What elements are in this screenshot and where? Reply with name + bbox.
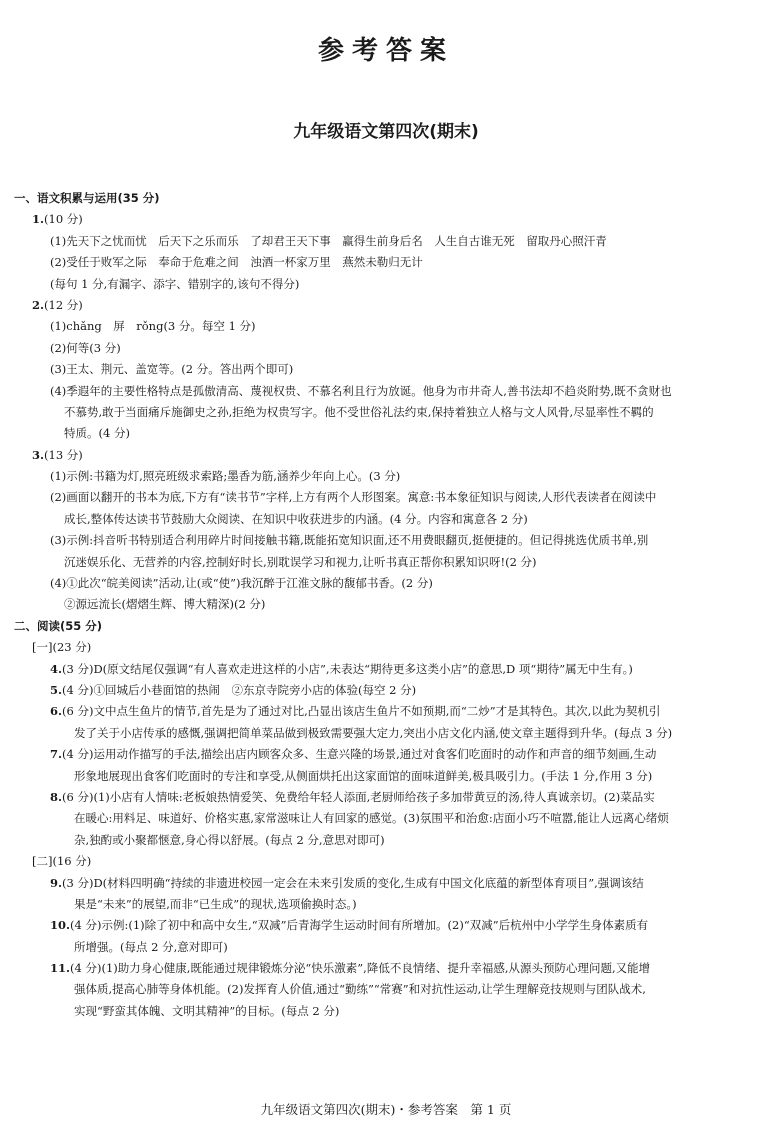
page-title: 参考答案 bbox=[317, 36, 454, 66]
answer-line: (3)示例:抖音听书特别适合利用碎片时间接触书籍,既能拓宽知识面,还不用费眼翻页,挺便捷的。但记得挑选优质书单,别 bbox=[50, 533, 649, 548]
reading-part-2: [二](16 分) bbox=[32, 854, 92, 869]
answer-line: (4)①此次“皖美阅读”活动,让(或“使”)我沉醉于江淮文脉的馥郁书香。(2 分) bbox=[50, 576, 433, 591]
question-7 bbox=[14, 744, 766, 765]
answer-line: (2)何等(3 分) bbox=[50, 340, 121, 355]
answer-line: 成长,整体传达读书节鼓励大众阅读、在知识中收获进步的内涵。(4 分。内容和寓意各 2 分) bbox=[64, 511, 528, 526]
question-number: 2. bbox=[32, 297, 45, 312]
question-number: 1. bbox=[32, 212, 45, 227]
question-10 bbox=[14, 915, 766, 936]
question-1-header bbox=[14, 209, 766, 230]
question-11 bbox=[14, 958, 766, 979]
question-number: 5. bbox=[50, 682, 63, 697]
question-score: (10 分) bbox=[44, 212, 83, 227]
answer-text: (4 分)(1)助力身心健康,既能通过规律锻炼分泌“快乐激素”,降低不良情绪、提升幸福感,从源头预防心理问题,又能增 bbox=[70, 961, 651, 976]
answer-line: 特质。(4 分) bbox=[64, 426, 130, 441]
answer-line: 实现“野蛮其体魄、文明其精神”的目标。(每点 2 分) bbox=[74, 1003, 340, 1018]
answer-text: (6 分)文中点生鱼片的情节,首先是为了通过对比,凸显出该店生鱼片不如预期,而“二炒”才是其特色。其次,以此为契机引 bbox=[62, 704, 661, 719]
answer-content bbox=[14, 188, 766, 1022]
answer-line: 不慕势,敢于当面痛斥施御史之孙,拒绝为权贵写字。他不受世俗礼法约束,保持着独立人格与文人风骨,尽显率性不羁的 bbox=[64, 404, 654, 419]
answer-line: 沉迷娱乐化、无营养的内容,控制好时长,别耽误学习和视力,让听书真正帮你积累知识呀!(2 分) bbox=[64, 554, 537, 569]
answer-line: (4)季遐年的主要性格特点是孤傲清高、蔑视权贵、不慕名利且行为放诞。他身为市井奇人,善书法却不趋炎附势,既不贪财也 bbox=[50, 383, 672, 398]
question-score: (12 分) bbox=[44, 297, 83, 312]
answer-text: (6 分)(1)小店有人情味:老板娘热情爱笑、免费给年轻人添面,老厨师给孩子多加带黄豆的汤,待人真诚亲切。(2)菜品实 bbox=[62, 789, 655, 804]
question-number: 8. bbox=[50, 789, 63, 804]
question-number: 7. bbox=[50, 747, 63, 762]
answer-line: 发了关于小店传承的感慨,强调把简单菜品做到极致需要强大定力,突出小店文化内涵,使文章主题得到升华。(每点 3 分) bbox=[74, 725, 673, 740]
answer-text: (3 分)D(材料四明确“持续的非遗进校园一定会在未来引发质的变化,生成有中国文化底蕴的新型体育项目”,强调该结 bbox=[62, 875, 644, 890]
question-score: (13 分) bbox=[44, 447, 83, 462]
answer-line: ②源远流长(熠熠生辉、博大精深)(2 分) bbox=[64, 597, 266, 612]
answer-line: (1)先天下之忧而忧 后天下之乐而乐 了却君王天下事 赢得生前身后名 人生自古谁无死 留取丹心照汗青 bbox=[50, 233, 607, 248]
question-6 bbox=[14, 701, 766, 722]
answer-line: 形象地展现出食客们吃面时的专注和享受,从侧面烘托出这家面馆的面味道鲜美,极具吸引力。(手法 1 分,作用 3 分) bbox=[74, 768, 653, 783]
answer-line: (1)chǎng 屏 rǒng(3 分。每空 1 分) bbox=[50, 319, 256, 334]
answer-text: (4 分)①回城后小巷面馆的热闹 ②东京寺院旁小店的体验(每空 2 分) bbox=[62, 682, 417, 697]
answer-line: 所增强。(每点 2 分,意对即可) bbox=[74, 939, 228, 954]
reading-part-1: [一](23 分) bbox=[32, 640, 92, 655]
question-number: 11. bbox=[50, 961, 71, 976]
section-heading-accumulation: 一、语文积累与运用(35 分) bbox=[14, 191, 160, 205]
question-number: 6. bbox=[50, 704, 63, 719]
page-footer: 九年级语文第四次(期末)・参考答案 第 1 页 bbox=[260, 1102, 512, 1117]
question-8 bbox=[14, 787, 766, 808]
answer-text: (3 分)D(原文结尾仅强调“有人喜欢走进这样的小店”,未表达“期待更多这类小店”的意思,D 项“期待”属无中生有。) bbox=[62, 661, 633, 676]
answer-line: 杂,独酌或小聚都惬意,身心得以舒展。(每点 2 分,意思对即可) bbox=[74, 832, 385, 847]
answer-line: 在暖心:用料足、味道好、价格实惠,家常滋味让人有回家的感觉。(3)氛围平和治愈:店面小巧不喧嚣,能让人远离心绪烦 bbox=[74, 811, 669, 826]
section-heading-reading: 二、阅读(55 分) bbox=[14, 618, 103, 633]
question-2-header bbox=[14, 295, 766, 316]
answer-line: (2)画面以翻开的书本为底,下方有“读书节”字样,上方有两个人形图案。寓意:书本象征知识与阅读,人形代表读者在阅读中 bbox=[50, 490, 657, 505]
answer-text: (4 分)示例:(1)除了初中和高中女生,“双减”后青海学生运动时间有所增加。(2)“双减”后杭州中小学学生身体素质有 bbox=[70, 918, 649, 933]
answer-line: (3)王太、荆元、盖宽等。(2 分。答出两个即可) bbox=[50, 362, 294, 377]
question-number: 4. bbox=[50, 661, 63, 676]
question-number: 9. bbox=[50, 875, 63, 890]
question-4 bbox=[14, 659, 766, 680]
question-number: 10. bbox=[50, 918, 71, 933]
answer-line: (每句 1 分,有漏字、添字、错别字的,该句不得分) bbox=[50, 276, 300, 291]
question-number: 3. bbox=[32, 447, 45, 462]
page-subtitle: 九年级语文第四次(期末) bbox=[293, 122, 479, 142]
answer-line: (2)受任于败军之际 奉命于危难之间 浊酒一杯家万里 燕然未勒归无计 bbox=[50, 255, 423, 270]
answer-line: 果是“未来”的展望,而非“已生成”的现状,选项偷换时态。) bbox=[74, 896, 357, 911]
answer-line: (1)示例:书籍为灯,照亮班级求索路;墨香为筋,涵养少年向上心。(3 分) bbox=[50, 469, 401, 484]
question-3-header bbox=[14, 445, 766, 466]
question-5 bbox=[14, 680, 766, 701]
answer-text: (4 分)运用动作描写的手法,描绘出店内顾客众多、生意兴隆的场景,通过对食客们吃面时的动作和声音的细节刻画,生动 bbox=[62, 747, 657, 762]
question-9 bbox=[14, 873, 766, 894]
answer-line: 强体质,提高心肺等身体机能。(2)发挥育人价值,通过“勤练”“常赛”和对抗性运动,让学生理解竞技规则与团队战术, bbox=[74, 982, 646, 997]
